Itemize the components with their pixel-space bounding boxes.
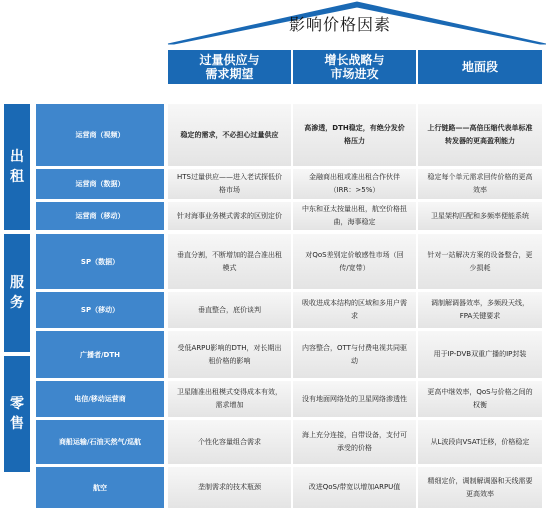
cell-maritime-supply: 个性化容量组合需求: [168, 420, 291, 464]
segment-maritime: 商船运输/石油天然气/巡航: [36, 420, 164, 464]
category-rental: 出 租: [4, 104, 30, 230]
cell-sp-data-ground: 针对一站解决方案的设备整合，更少损耗: [418, 234, 542, 289]
cell-telecom-ground: 更高中继效率，QoS与价格之间的权衡: [418, 381, 542, 417]
cell-operator-data-supply: HTS过量供应——进入老试探低价格市场: [168, 169, 291, 199]
column-header-ground: 地面段: [418, 50, 542, 84]
cell-aviation-growth: 改进QoS/带宽以增加ARPU值: [293, 467, 416, 508]
cell-operator-data-ground: 稳定每个单元需求回传价格的更高效率: [418, 169, 542, 199]
segment-sp-data: SP（数据）: [36, 234, 164, 289]
cell-sp-mobile-growth: 吸收进成本结构的区域和多用户需求: [293, 292, 416, 328]
cell-sp-data-growth: 对QoS差别定价敏感性市场（回传/宽带）: [293, 234, 416, 289]
column-header-growth: 增长战略与 市场进攻: [293, 50, 416, 84]
category-service: 服 务: [4, 234, 30, 352]
cell-telecom-growth: 没有地面网络处的卫星网络渗透性: [293, 381, 416, 417]
cell-maritime-growth: 海上充分连接，自带设备，支付可承受的价格: [293, 420, 416, 464]
cell-operator-mobile-growth: 中东和亚太按量出租，航空价格扭曲，海事稳定: [293, 202, 416, 230]
cell-operator-mobile-supply: 针对海事业务模式需求的区别定价: [168, 202, 291, 230]
cell-sp-mobile-supply: 垂直整合，底价谈判: [168, 292, 291, 328]
cell-operator-video-supply: 稳定的需求，不必担心过量供应: [168, 104, 291, 166]
cell-operator-video-growth: 高渗透，DTH稳定，有绝分发价格压力: [293, 104, 416, 166]
cell-maritime-ground: 从L波段向VSAT迁移，价格稳定: [418, 420, 542, 464]
cell-aviation-ground: 精细定价，调制解调器和天线需要更高效率: [418, 467, 542, 508]
segment-telecom-mobile: 电信/移动运营商: [36, 381, 164, 417]
segment-broadcaster-dth: 广播者/DTH: [36, 331, 164, 378]
segment-operator-data: 运营商（数据）: [36, 169, 164, 199]
cell-operator-video-ground: 上行链路——高倍压缩代表单标准转发器的更高盈利能力: [418, 104, 542, 166]
cell-sp-mobile-ground: 调制解调器效率，多频段天线，FPA关键要求: [418, 292, 542, 328]
cell-sp-data-supply: 垂直分割，不断增加的混合准出租模式: [168, 234, 291, 289]
cell-aviation-supply: 垄制需求的技术瓶颈: [168, 467, 291, 508]
cell-broadcaster-supply: 受低ARPU影响的DTH，对长期出租价格的影响: [168, 331, 291, 378]
segment-operator-video: 运营商（视频）: [36, 104, 164, 166]
segment-aviation: 航空: [36, 467, 164, 508]
segment-sp-mobile: SP（移动）: [36, 292, 164, 328]
cell-operator-mobile-ground: 卫星架构匹配和多频率便能系统: [418, 202, 542, 230]
category-retail: 零 售: [4, 356, 30, 472]
cell-telecom-supply: 卫星随准出租模式变得成本有效，需求增加: [168, 381, 291, 417]
cell-broadcaster-ground: 用于IP-DVB双重广播的IP封装: [418, 331, 542, 378]
diagram-title: 影响价格因素: [288, 15, 391, 34]
segment-operator-mobile: 运营商（移动）: [36, 202, 164, 230]
cell-operator-data-growth: 金融商出租或准出租合作伙伴（IRR：>5%）: [293, 169, 416, 199]
cell-broadcaster-growth: 内容整合，OTT与付费电视共同驱动: [293, 331, 416, 378]
column-header-oversupply: 过量供应与 需求期望: [168, 50, 291, 84]
